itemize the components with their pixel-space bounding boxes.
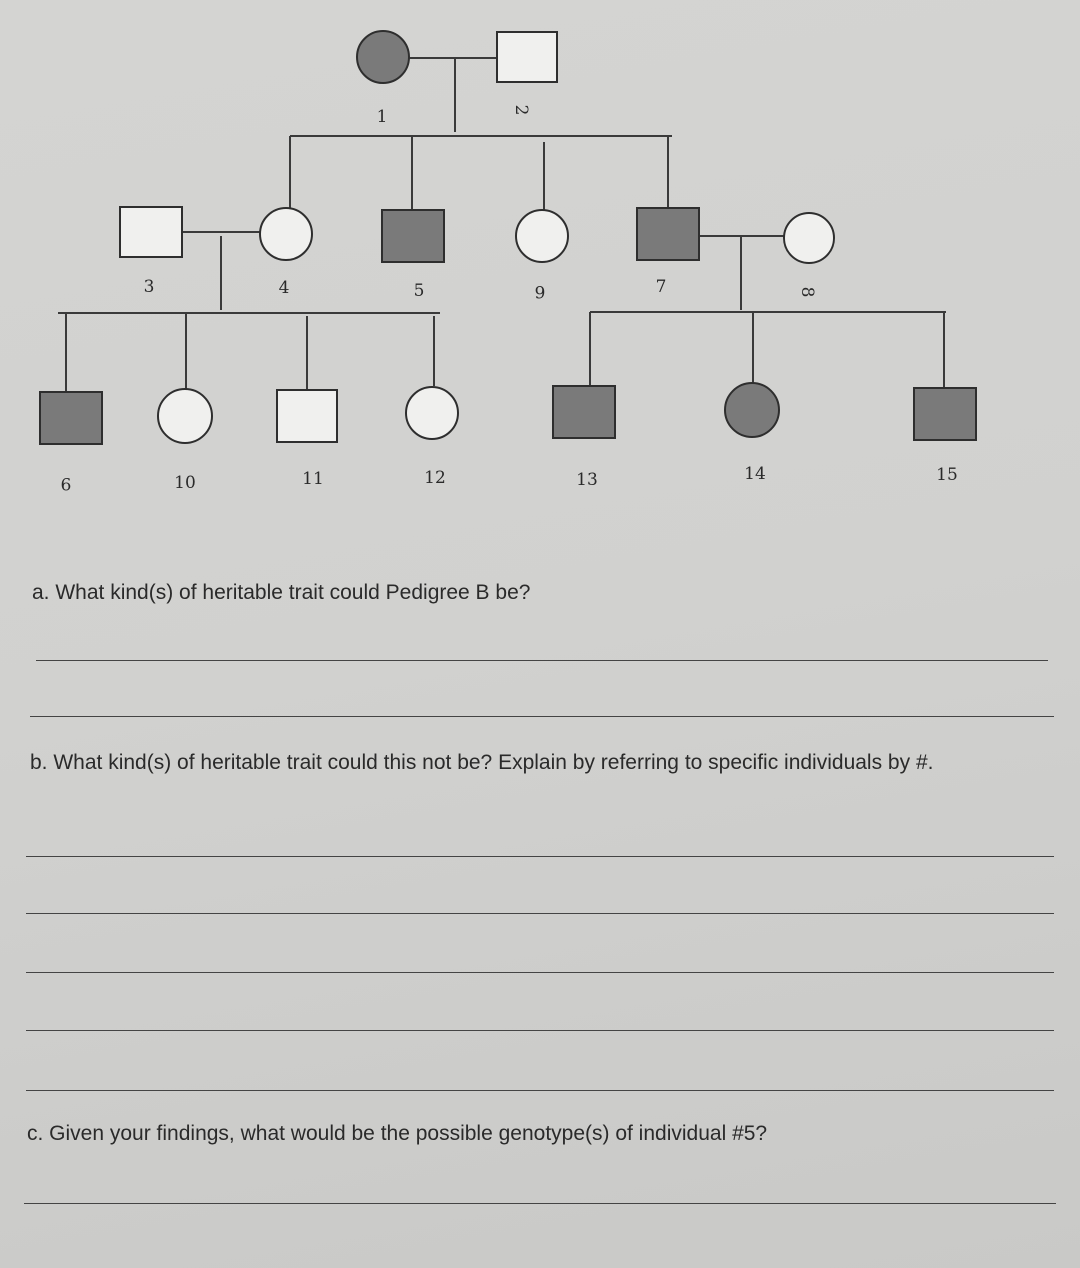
label-13: 13 [576, 470, 598, 490]
individual-1 [357, 31, 409, 83]
label-5: 5 [413, 281, 425, 301]
pedigree-chart [0, 0, 1080, 520]
label-1: 1 [376, 107, 388, 127]
answer-line-a2[interactable] [30, 716, 1054, 717]
answer-line-b4[interactable] [26, 1030, 1054, 1031]
question-c: c. Given your findings, what would be the possible genotype(s) of individual #5? [27, 1122, 768, 1145]
individual-8 [784, 213, 834, 263]
label-9: 9 [60, 473, 72, 493]
label-15: 15 [936, 465, 958, 485]
label-10: 10 [174, 473, 196, 493]
individual-10 [158, 389, 212, 443]
answer-line-b3[interactable] [26, 972, 1054, 973]
label-3: 3 [143, 277, 155, 297]
individual-7 [637, 208, 699, 260]
individual-15 [914, 388, 976, 440]
label-8: 8 [797, 286, 817, 298]
individual-14 [725, 383, 779, 437]
label-7: 7 [655, 277, 667, 297]
answer-line-b2[interactable] [26, 913, 1054, 914]
answer-line-c1[interactable] [24, 1203, 1056, 1204]
individual-5 [382, 210, 444, 262]
label-4: 4 [278, 278, 290, 298]
answer-line-b1[interactable] [26, 856, 1054, 857]
question-b: b. What kind(s) of heritable trait could this not be? Explain by referring to specific individuals by #. [30, 751, 934, 774]
individual-2 [497, 32, 557, 82]
answer-line-b5[interactable] [26, 1090, 1054, 1091]
label-2: 2 [511, 104, 531, 116]
individual-3 [120, 207, 182, 257]
individual-4 [260, 208, 312, 260]
individual-9 [40, 392, 102, 444]
individual-12 [406, 387, 458, 439]
answer-line-a1[interactable] [36, 660, 1048, 661]
label-14: 14 [744, 464, 766, 484]
individual-11 [277, 390, 337, 442]
label-6: 6 [534, 281, 546, 301]
individual-6 [516, 210, 568, 262]
label-12: 12 [424, 468, 446, 488]
label-11: 11 [302, 469, 324, 489]
individual-13 [553, 386, 615, 438]
question-a: a. What kind(s) of heritable trait could Pedigree B be? [32, 581, 531, 604]
